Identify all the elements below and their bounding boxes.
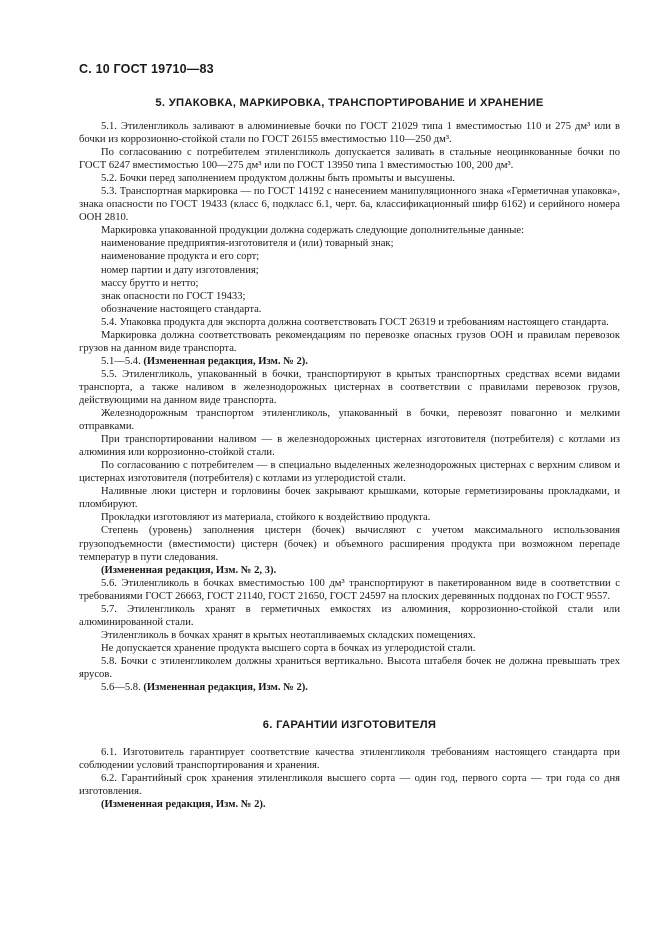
paragraph-6-2: 6.2. Гарантийный срок хранения этиленгликоля высшего сорта — один год, первого сорта — три года со дня изготовления.: [79, 773, 620, 798]
list-item-batch: номер партии и дату изготовления;: [101, 264, 259, 276]
paragraph-no-carbon-steel: Не допускается хранение продукта высшего сорта в бочках из углеродистой стали.: [101, 642, 476, 654]
amendment-5-5: (Измененная редакция, Изм. № 2, 3).: [101, 564, 277, 576]
paragraph-agreement: По согласованию с потребителем — в специально выделенных железнодорожных цистернах с верхним сливом и цистернах изготовителя (потребителя) с котлами из углеродистой стали.: [79, 460, 620, 485]
paragraph-bulk: При транспортировании наливом — в железнодорожных цистернах изготовителя (потребителя) с котлами из алюминия или коррозионно-стойкой стали.: [79, 434, 620, 459]
paragraph-5-4: 5.4. Упаковка продукта для экспорта должна соответствовать ГОСТ 26319 и требованиям настоящего стандарта.: [101, 316, 609, 328]
section-5-title: 5. УПАКОВКА, МАРКИРОВКА, ТРАНСПОРТИРОВАНИЕ И ХРАНЕНИЕ: [155, 97, 544, 109]
list-item-product-name: наименование продукта и его сорт;: [101, 251, 260, 263]
list-item-standard: обозначение настоящего стандарта.: [101, 303, 262, 315]
page-header: С. 10 ГОСТ 19710—83: [79, 62, 214, 76]
paragraph-storage: Этиленгликоль в бочках хранят в крытых неотапливаемых складских помещениях.: [101, 629, 476, 641]
paragraph-gaskets: Прокладки изготовляют из материала, стойкого к воздействию продукта.: [101, 512, 431, 524]
paragraph-hatches: Наливные люки цистерн и горловины бочек закрывают крышками, которые герметизированы прокладками, и пломбируют.: [79, 486, 620, 511]
amendment-6: (Измененная редакция, Изм. № 2).: [101, 799, 266, 811]
paragraph-5-4-note: Маркировка должна соответствовать рекомендациям по перевозке опасных грузов ООН и правилам перевозок грузов на данном виде транспорта.: [79, 329, 620, 354]
paragraph-5-5: 5.5. Этиленгликоль, упакованный в бочки, транспортируют в крытых транспортных средствах всеми видами транспорта, а также наливом в железнодорожных цистернах в соответствии с правилами перевозок грузов, действующими на данном виде транспорта.: [79, 368, 620, 406]
paragraph-5-3: 5.3. Транспортная маркировка — по ГОСТ 14192 с нанесением манипуляционного знака «Герметичная упаковка», знака опасности по ГОСТ 19433 (класс 6, подкласс 6.1, черт. 6а, классификационный шифр 6162) и серийного номера ООН 2810.: [79, 186, 620, 224]
amendment-5-6-5-8: [79, 681, 620, 694]
amendment-text: (Измененная редакция, Изм. № 2).: [143, 682, 308, 694]
amendment-5-1-5-4: [79, 355, 620, 368]
section-6-title: 6. ГАРАНТИИ ИЗГОТОВИТЕЛЯ: [262, 719, 437, 732]
paragraph-5-8: 5.8. Бочки с этиленгликолем должны храниться вертикально. Высота штабеля бочек не должна превышать трех ярусов.: [79, 655, 620, 680]
paragraph-marking-intro: Маркировка упакованной продукции должна содержать следующие дополнительные данные:: [101, 225, 525, 237]
paragraph-5-1-note: По согласованию с потребителем этиленгликоль допускается заливать в стальные неоцинкованные бочки по ГОСТ 6247 вместимостью 100—275 дм³ или по ГОСТ 13950 типа 1 вместимостью 100, 200 дм³.: [79, 147, 620, 172]
paragraph-5-1: 5.1. Этиленгликоль заливают в алюминиевые бочки по ГОСТ 21029 типа 1 вместимостью 110 и 275 дм³ или в бочки из коррозионно-стойкой стали по ГОСТ 26155 вместимостью 110—250 дм³.: [79, 121, 620, 146]
paragraph-6-1: 6.1. Изготовитель гарантирует соответствие качества этиленгликоля требованиям настоящего стандарта при соблюдении условий транспортирования и хранения.: [79, 747, 620, 772]
document-body: [79, 96, 620, 811]
paragraph-5-2: 5.2. Бочки перед заполнением продуктом должны быть промыты и высушены.: [101, 173, 455, 185]
paragraph-5-7: 5.7. Этиленгликоль хранят в герметичных емкостях из алюминия, коррозионно-стойкой стали или алюминированной стали.: [79, 603, 620, 628]
amendment-prefix: 5.6—5.8.: [101, 682, 144, 694]
list-item-mass: массу брутто и нетто;: [101, 277, 199, 289]
paragraph-fill-level: Степень (уровень) заполнения цистерн (бочек) вычисляют с учетом максимального использования грузоподъемности (вместимости) цистерн (бочек) и объемного расширения продукта при возможном перепаде температур в пути следования.: [79, 525, 620, 563]
list-item-manufacturer: наименование предприятия-изготовителя и (или) товарный знак;: [101, 238, 394, 250]
paragraph-5-6: 5.6. Этиленгликоль в бочках вместимостью 100 дм³ транспортируют в пакетированном виде в соответствии с требованиями ГОСТ 26663, ГОСТ 21140, ГОСТ 21650, ГОСТ 24597 на плоских деревянных поддонах по ГОСТ 9557.: [79, 577, 620, 602]
paragraph-rail: Железнодорожным транспортом этиленгликоль, упакованный в бочки, перевозят повагонно и мелкими отправками.: [79, 408, 620, 433]
amendment-prefix: 5.1—5.4.: [101, 355, 144, 367]
list-item-hazard-sign: знак опасности по ГОСТ 19433;: [101, 290, 246, 302]
amendment-text: (Измененная редакция, Изм. № 2).: [143, 355, 308, 367]
